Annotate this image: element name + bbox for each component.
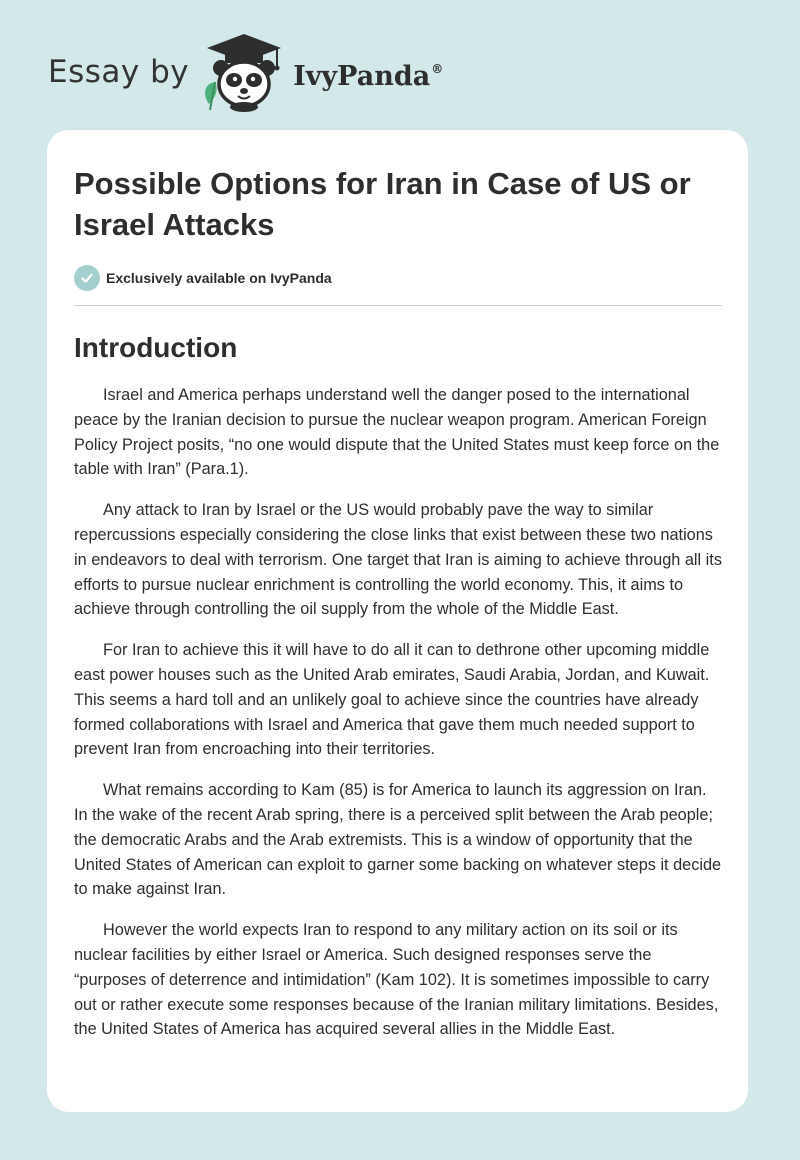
site-header (48, 32, 443, 112)
essay-card (47, 130, 748, 1112)
check-circle-icon (74, 265, 100, 291)
essay-body (74, 383, 722, 1042)
section-heading: Introduction (74, 332, 238, 363)
divider (74, 305, 722, 306)
brand-label: IvyPanda (293, 60, 431, 92)
brand-name[interactable] (293, 61, 443, 92)
paragraph: However the world expects Iran to respond to any military action on its soil or its nuclear facilities by either Israel or America. Such designed responses serve the “purposes of deterrence and intimidation” (Kam 102). It is sometimes impossible to carry out or rather execute some responses because of the Iranian military limitations. Besides, the United States of America has acquired several allies in the Middle East. (74, 921, 719, 1039)
essay-title: Possible Options for Iran in Case of US or Israel Attacks (74, 166, 691, 242)
paragraph: For Iran to achieve this it will have to do all it can to dethrone other upcoming middle east power houses such as the United Arab emirates, Saudi Arabia, Jordan, and Kuwait. This seems a hard toll and an unlikely goal to achieve since the countries have already formed collaborations with Israel and America that gave them much needed support to prevent Iran from encroaching into their territories. (74, 641, 710, 759)
paragraph: Any attack to Iran by Israel or the US would probably pave the way to similar repercussions especially considering the close links that exist between these two nations in endeavors to deal with terrorism. One target that Iran is aiming to achieve through all its efforts to pursue nuclear enrichment is controlling the world economy. This, it aims to achieve through controlling the oil supply from the whole of the Middle East. (74, 501, 722, 619)
exclusive-badge-label: Exclusively available on IvyPanda (106, 270, 332, 286)
trademark-symbol: ® (431, 61, 444, 76)
paragraph: What remains according to Kam (85) is for America to launch its aggression on Iran. In the wake of the recent Arab spring, there is a perceived split between the Arab people; the democratic Arabs and the Arab extremists. This is a window of opportunity that the United States of American can exploit to garner some backing on whatever steps it decide to make against Iran. (74, 781, 722, 899)
paragraph: Israel and America perhaps understand well the danger posed to the international peace by the Iranian decision to pursue the nuclear weapon program. American Foreign Policy Project posits, “no one would dispute that the United States must keep force on the table with Iran” (Para.1). (74, 386, 720, 479)
exclusive-badge (74, 265, 722, 291)
panda-logo-icon[interactable] (199, 32, 289, 112)
essay-by-label: Essay by (48, 54, 190, 90)
